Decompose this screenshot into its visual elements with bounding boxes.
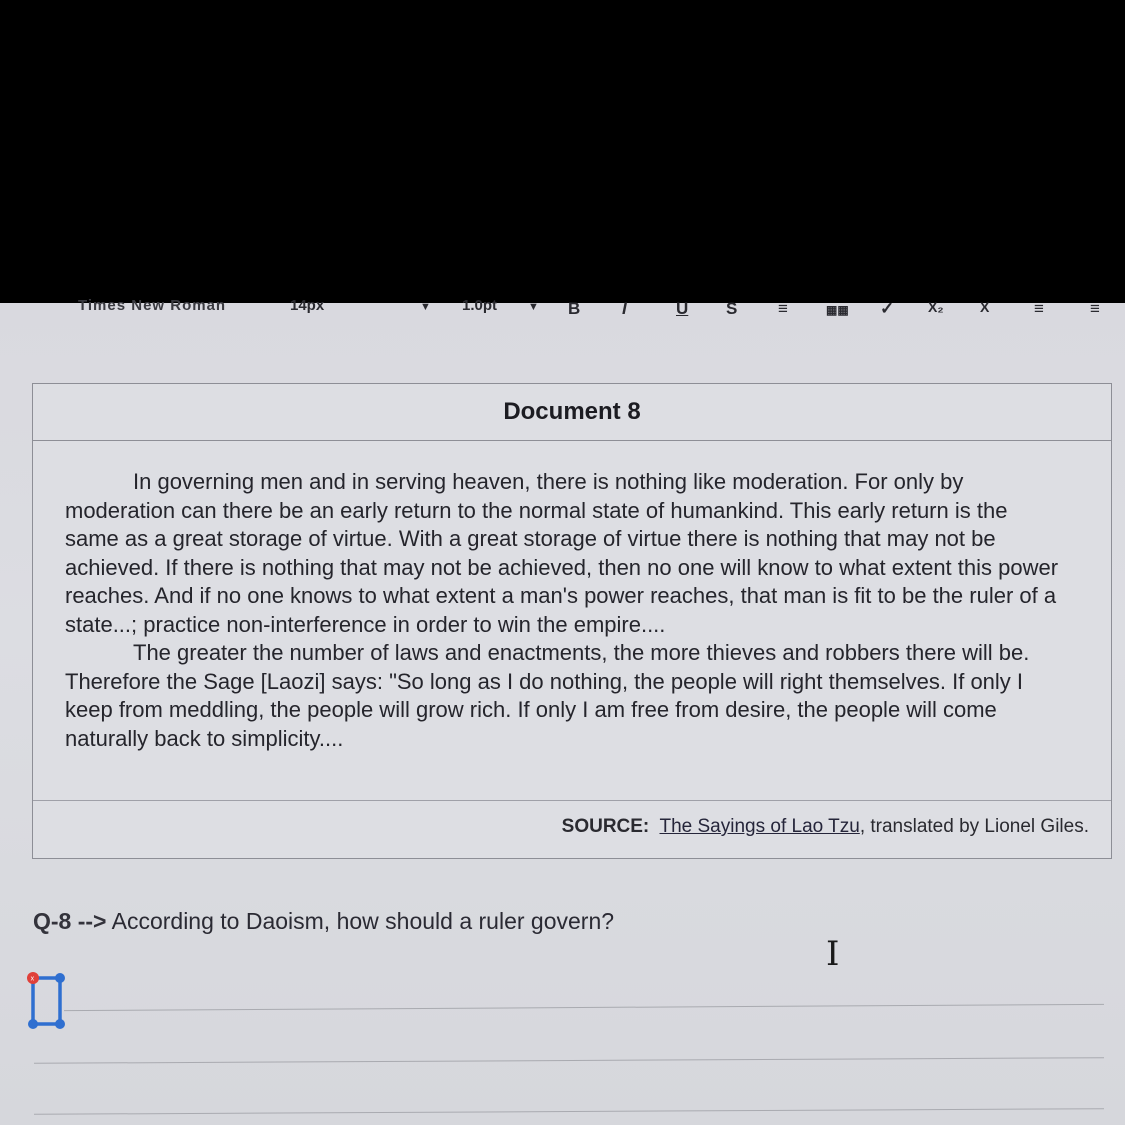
document-excerpt xyxy=(65,468,1065,753)
source-label: SOURCE: xyxy=(561,816,650,837)
document-heading: Document 8 xyxy=(33,384,1111,441)
question-prompt xyxy=(33,908,614,935)
excerpt-paragraph: The greater the number of laws and enactments, the more thieves and robbers there will be. Therefore the Sage [Laozi] says: "So long as I do nothing, the people will right themselves. If only I keep from meddling, the people will grow rich. If only I am free from desire, the people will come naturally back to simplicity.... xyxy=(65,640,1030,751)
resize-handle-icon[interactable] xyxy=(27,970,67,1032)
delete-x-icon: x xyxy=(30,975,35,983)
font-size-select[interactable]: 14px xyxy=(290,297,325,314)
document-table xyxy=(32,383,1112,859)
answer-line[interactable] xyxy=(34,1057,1104,1064)
source-row xyxy=(33,800,1111,859)
bold-icon[interactable]: B xyxy=(568,299,581,318)
excerpt-paragraph: In governing men and in serving heaven, there is nothing like moderation. For only by moderation can there be an early return to the normal state of humankind. This early return is the same as a great storage of virtue. With a great storage of virtue there is nothing that may not be achieved. If there is nothing that may not be achieved, then no one will know to what extent this power reaches. And if no one knows to what extent a man's power reaches, that man is fit to be the ruler of a state...; practice non-interference in order to win the empire.... xyxy=(65,469,1059,637)
align-icon[interactable]: ≡ xyxy=(778,299,788,318)
source-title: The Sayings of Lao Tzu xyxy=(659,816,860,837)
text-cursor-icon: I xyxy=(826,934,840,974)
numbered-list-icon[interactable]: ≡ xyxy=(1090,299,1100,318)
source-citation xyxy=(562,816,1089,838)
underline-icon[interactable]: U xyxy=(676,299,689,318)
source-translator: , translated by Lionel Giles. xyxy=(859,816,1089,837)
question-text: According to Daoism, how should a ruler govern? xyxy=(111,908,615,934)
handle-frame xyxy=(33,978,60,1024)
italic-icon[interactable]: I xyxy=(622,299,627,318)
subscript-icon[interactable]: X₂ xyxy=(928,299,944,315)
editor-screen xyxy=(0,297,1125,1125)
clear-format-icon[interactable]: ✓ xyxy=(880,299,895,318)
corner-handle[interactable] xyxy=(28,1019,38,1029)
line-height-dropdown-icon[interactable]: ▼ xyxy=(528,301,539,313)
corner-handle[interactable] xyxy=(55,973,65,983)
line-height-select[interactable]: 1.0pt xyxy=(462,297,498,314)
list-icon[interactable]: ≡ xyxy=(1034,299,1044,318)
font-size-dropdown-icon[interactable]: ▼ xyxy=(420,301,431,313)
answer-line[interactable] xyxy=(34,1108,1104,1115)
font-family-select[interactable]: Times New Roman xyxy=(78,297,227,314)
question-number: Q-8 --> xyxy=(33,908,107,934)
formatting-toolbar xyxy=(0,297,1125,327)
superscript-icon[interactable]: X xyxy=(980,299,990,315)
table-icon[interactable]: ▦▦ xyxy=(826,303,849,317)
strikethrough-icon[interactable]: S xyxy=(726,299,738,318)
answer-line[interactable] xyxy=(64,1004,1104,1011)
corner-handle[interactable] xyxy=(55,1019,65,1029)
